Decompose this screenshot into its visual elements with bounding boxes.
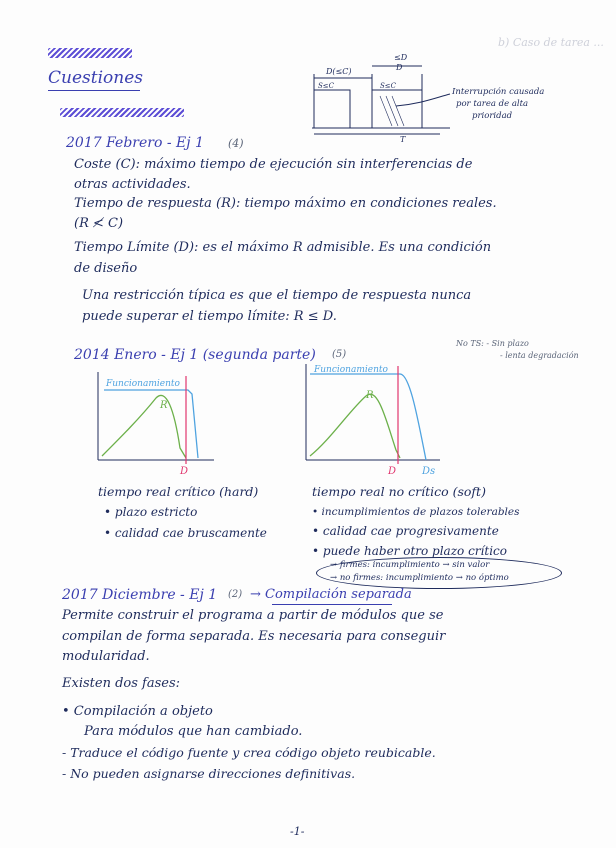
- soft-subnote-2: → no firmes: incumplimiento → no óptimo: [330, 573, 509, 583]
- diagram-label-c1: S≤C: [318, 82, 335, 90]
- s1-line-2: otras actividades.: [74, 177, 191, 192]
- s3-line-5: • Compilación a objeto: [62, 704, 213, 719]
- s1-line-8: puede superar el tiempo límite: R ≤ D.: [82, 309, 337, 324]
- chart1-d: D: [180, 466, 189, 477]
- soft-subnote-1: → firmes: incumplimiento → sin valor: [330, 560, 490, 570]
- diagram-label-d2: D: [396, 63, 403, 72]
- s1-line-5: Tiempo Límite (D): es el máximo R admisible. Es una condición: [74, 240, 492, 255]
- soft-title: tiempo real no crítico (soft): [312, 484, 486, 499]
- chart2-d: D: [388, 466, 397, 477]
- chart-hard-realtime: [90, 368, 220, 478]
- bleed-through-text: b) Caso de tarea ...: [498, 36, 604, 49]
- soft-bullet-1: • incumplimientos de plazos tolerables: [312, 506, 520, 518]
- chart-soft-realtime: [300, 360, 450, 480]
- diagram-note-line3: prioridad: [472, 111, 513, 121]
- chart2-label: Funcionamiento: [314, 365, 388, 375]
- s3-line-8: - No pueden asignarse direcciones definitivas.: [62, 766, 356, 781]
- section-score-3: (2): [228, 589, 243, 600]
- diagram-label-top: ≤D: [394, 53, 408, 62]
- chart1-r: R: [160, 400, 168, 411]
- diagram-label-c2: S≤C: [380, 82, 397, 90]
- hard-bullet-2: • calidad cae bruscamente: [104, 526, 267, 540]
- diagram-note-line1: Interrupción causada: [452, 87, 545, 97]
- diagram-label-d: D(≤C): [326, 67, 352, 76]
- crossed-out-heading: [60, 108, 184, 117]
- section-heading-2017-diciembre: 2017 Diciembre - Ej 1: [62, 587, 218, 603]
- title-underline: [48, 90, 140, 91]
- s3-line-4: Existen dos fases:: [62, 676, 181, 691]
- s1-line-4: (R ≮ C): [74, 216, 124, 231]
- s1-line-7: Una restricción típica es que el tiempo de respuesta nunca: [82, 288, 472, 303]
- page-title: Cuestiones: [48, 68, 143, 88]
- page-number: -1-: [290, 825, 305, 838]
- s3-line-3: modularidad.: [62, 649, 150, 664]
- hard-bullet-1: • plazo estricto: [104, 505, 198, 519]
- diagram-note-line2: por tarea de alta: [456, 99, 529, 109]
- s3-line-7: - Traduce el código fuente y crea código objeto reubicable.: [62, 745, 436, 760]
- s3-line-6: Para módulos que han cambiado.: [84, 724, 303, 739]
- s3-line-2: compilan de forma separada. Es necesaria para conseguir: [62, 629, 446, 644]
- timing-diagram: [300, 46, 570, 142]
- side-note-2: - lenta degradación: [500, 351, 579, 360]
- hard-title: tiempo real crítico (hard): [98, 484, 259, 499]
- section-score: (4): [228, 137, 244, 150]
- section-score-2: (5): [332, 349, 347, 360]
- s3-line-1: Permite construir el programa a partir de módulos que se: [62, 608, 444, 623]
- side-note-1: No TS: - Sin plazo: [456, 339, 529, 348]
- soft-bullet-2: • calidad cae progresivamente: [312, 524, 499, 538]
- section-heading-2017-febrero: 2017 Febrero - Ej 1: [66, 135, 204, 151]
- section-heading-2014-enero: 2014 Enero - Ej 1 (segunda parte): [74, 347, 316, 363]
- s1-line-1: Coste (C): máximo tiempo de ejecución sin interferencias de: [74, 157, 473, 172]
- chart2-ds: Ds: [422, 466, 436, 477]
- soft-bullet-3: • puede haber otro plazo crítico: [312, 544, 507, 558]
- s1-line-3: Tiempo de respuesta (R): tiempo máximo en condiciones reales.: [74, 196, 497, 211]
- crossed-out-word: [48, 48, 132, 58]
- section-topic: → Compilación separada: [250, 587, 412, 602]
- diagram-label-t: T: [400, 135, 406, 142]
- chart1-label: Funcionamiento: [106, 379, 180, 389]
- topic-underline: [272, 604, 392, 605]
- s1-line-6: de diseño: [74, 261, 138, 276]
- chart2-r: R: [366, 390, 374, 401]
